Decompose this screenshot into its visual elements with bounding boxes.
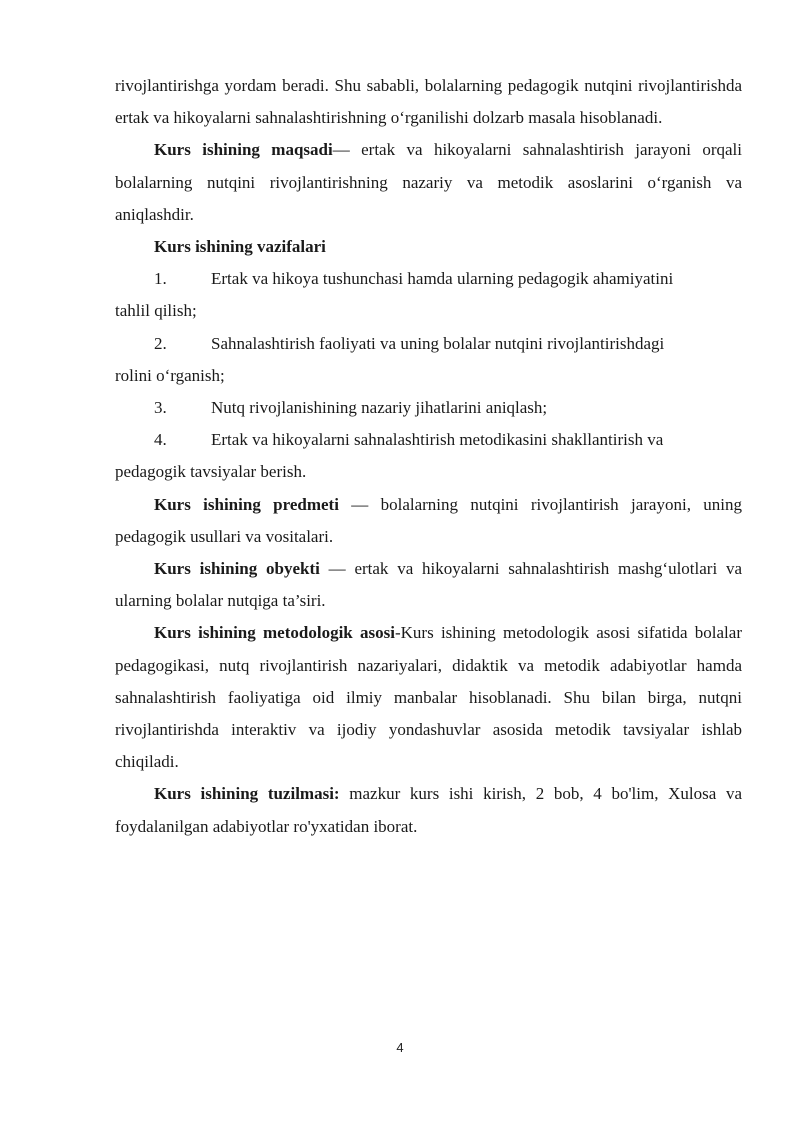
intro-paragraph: rivojlantirishga yordam beradi. Shu sababli, bolalarning pedagogik nutqini rivojlantirishda ertak va hikoyalarni sahnalashtirishning o‘rganilishi dolzarb masala hisoblanadi. bbox=[115, 76, 742, 128]
task-number: 2. bbox=[154, 333, 167, 353]
metod-text: -Kurs ishining metodologik asosi sifatida bolalar pedagogikasi, nutq rivojlantirish nazariyalari, didaktik va metodik adabiyotlar hamda sahnalashtirish faoliyatiga oid ilmiy manbalar hisoblanadi. Shu bilan birga, nutqni rivojlantirishda interaktiv va ijodiy yondashuvlar asosida metodik tavsiyalar ishlab chiqiladi. bbox=[115, 623, 742, 772]
page-number: 4 bbox=[396, 1040, 404, 1055]
task-text-continued: tahlil qilish; bbox=[115, 301, 197, 321]
task-text: Ertak va hikoya tushunchasi hamda ularning pedagogik ahamiyatini bbox=[211, 269, 674, 289]
task-item bbox=[115, 392, 742, 424]
metod-paragraph bbox=[115, 617, 742, 778]
task-item bbox=[115, 424, 742, 488]
predmet-text: — bolalarning nutqini rivojlantirish jarayoni, uning pedagogik usullari va vositalari. bbox=[115, 494, 742, 546]
obyekt-label: Kurs ishining obyekti bbox=[154, 559, 320, 579]
maqsad-text: — ertak va hikoyalarni sahnalashtirish jarayoni orqali bolalarning nutqini rivojlantirishning nazariy va metodik asoslarini o‘rganish va aniqlashdir. bbox=[115, 140, 742, 224]
task-number: 3. bbox=[154, 398, 167, 418]
metod-label: Kurs ishining metodologik asosi bbox=[154, 623, 395, 643]
task-text-continued: rolini o‘rganish; bbox=[115, 365, 225, 385]
task-text-continued: pedagogik tavsiyalar berish. bbox=[115, 462, 307, 482]
obyekt-text: — ertak va hikoyalarni sahnalashtirish mashg‘ulotlari va ularning bolalar nutqiga ta’siri. bbox=[115, 559, 743, 611]
task-number: 1. bbox=[154, 269, 167, 289]
document-page bbox=[115, 70, 742, 843]
task-text: Ertak va hikoyalarni sahnalashtirish metodikasini shakllantirish va bbox=[211, 430, 664, 450]
tuzilma-paragraph bbox=[115, 778, 742, 842]
task-item bbox=[115, 328, 742, 392]
task-text: Nutq rivojlanishining nazariy jihatlarini aniqlash; bbox=[211, 398, 548, 418]
vazifalar-heading: Kurs ishining vazifalari bbox=[154, 237, 326, 257]
predmet-paragraph bbox=[115, 489, 742, 553]
maqsad-paragraph bbox=[115, 134, 742, 231]
task-text: Sahnalashtirish faoliyati va uning bolalar nutqini rivojlantirishdagi bbox=[211, 333, 665, 353]
obyekt-paragraph bbox=[115, 553, 742, 617]
tuzilma-text: mazkur kurs ishi kirish, 2 bob, 4 bo'lim, Xulosa va foydalanilgan adabiyotlar ro'yxatidan iborat. bbox=[115, 784, 742, 836]
task-item bbox=[115, 263, 742, 327]
predmet-label: Kurs ishining predmeti bbox=[154, 494, 339, 514]
maqsad-label: Kurs ishining maqsadi bbox=[154, 140, 333, 160]
task-number: 4. bbox=[154, 430, 167, 450]
tuzilma-label: Kurs ishining tuzilmasi: bbox=[154, 784, 340, 804]
